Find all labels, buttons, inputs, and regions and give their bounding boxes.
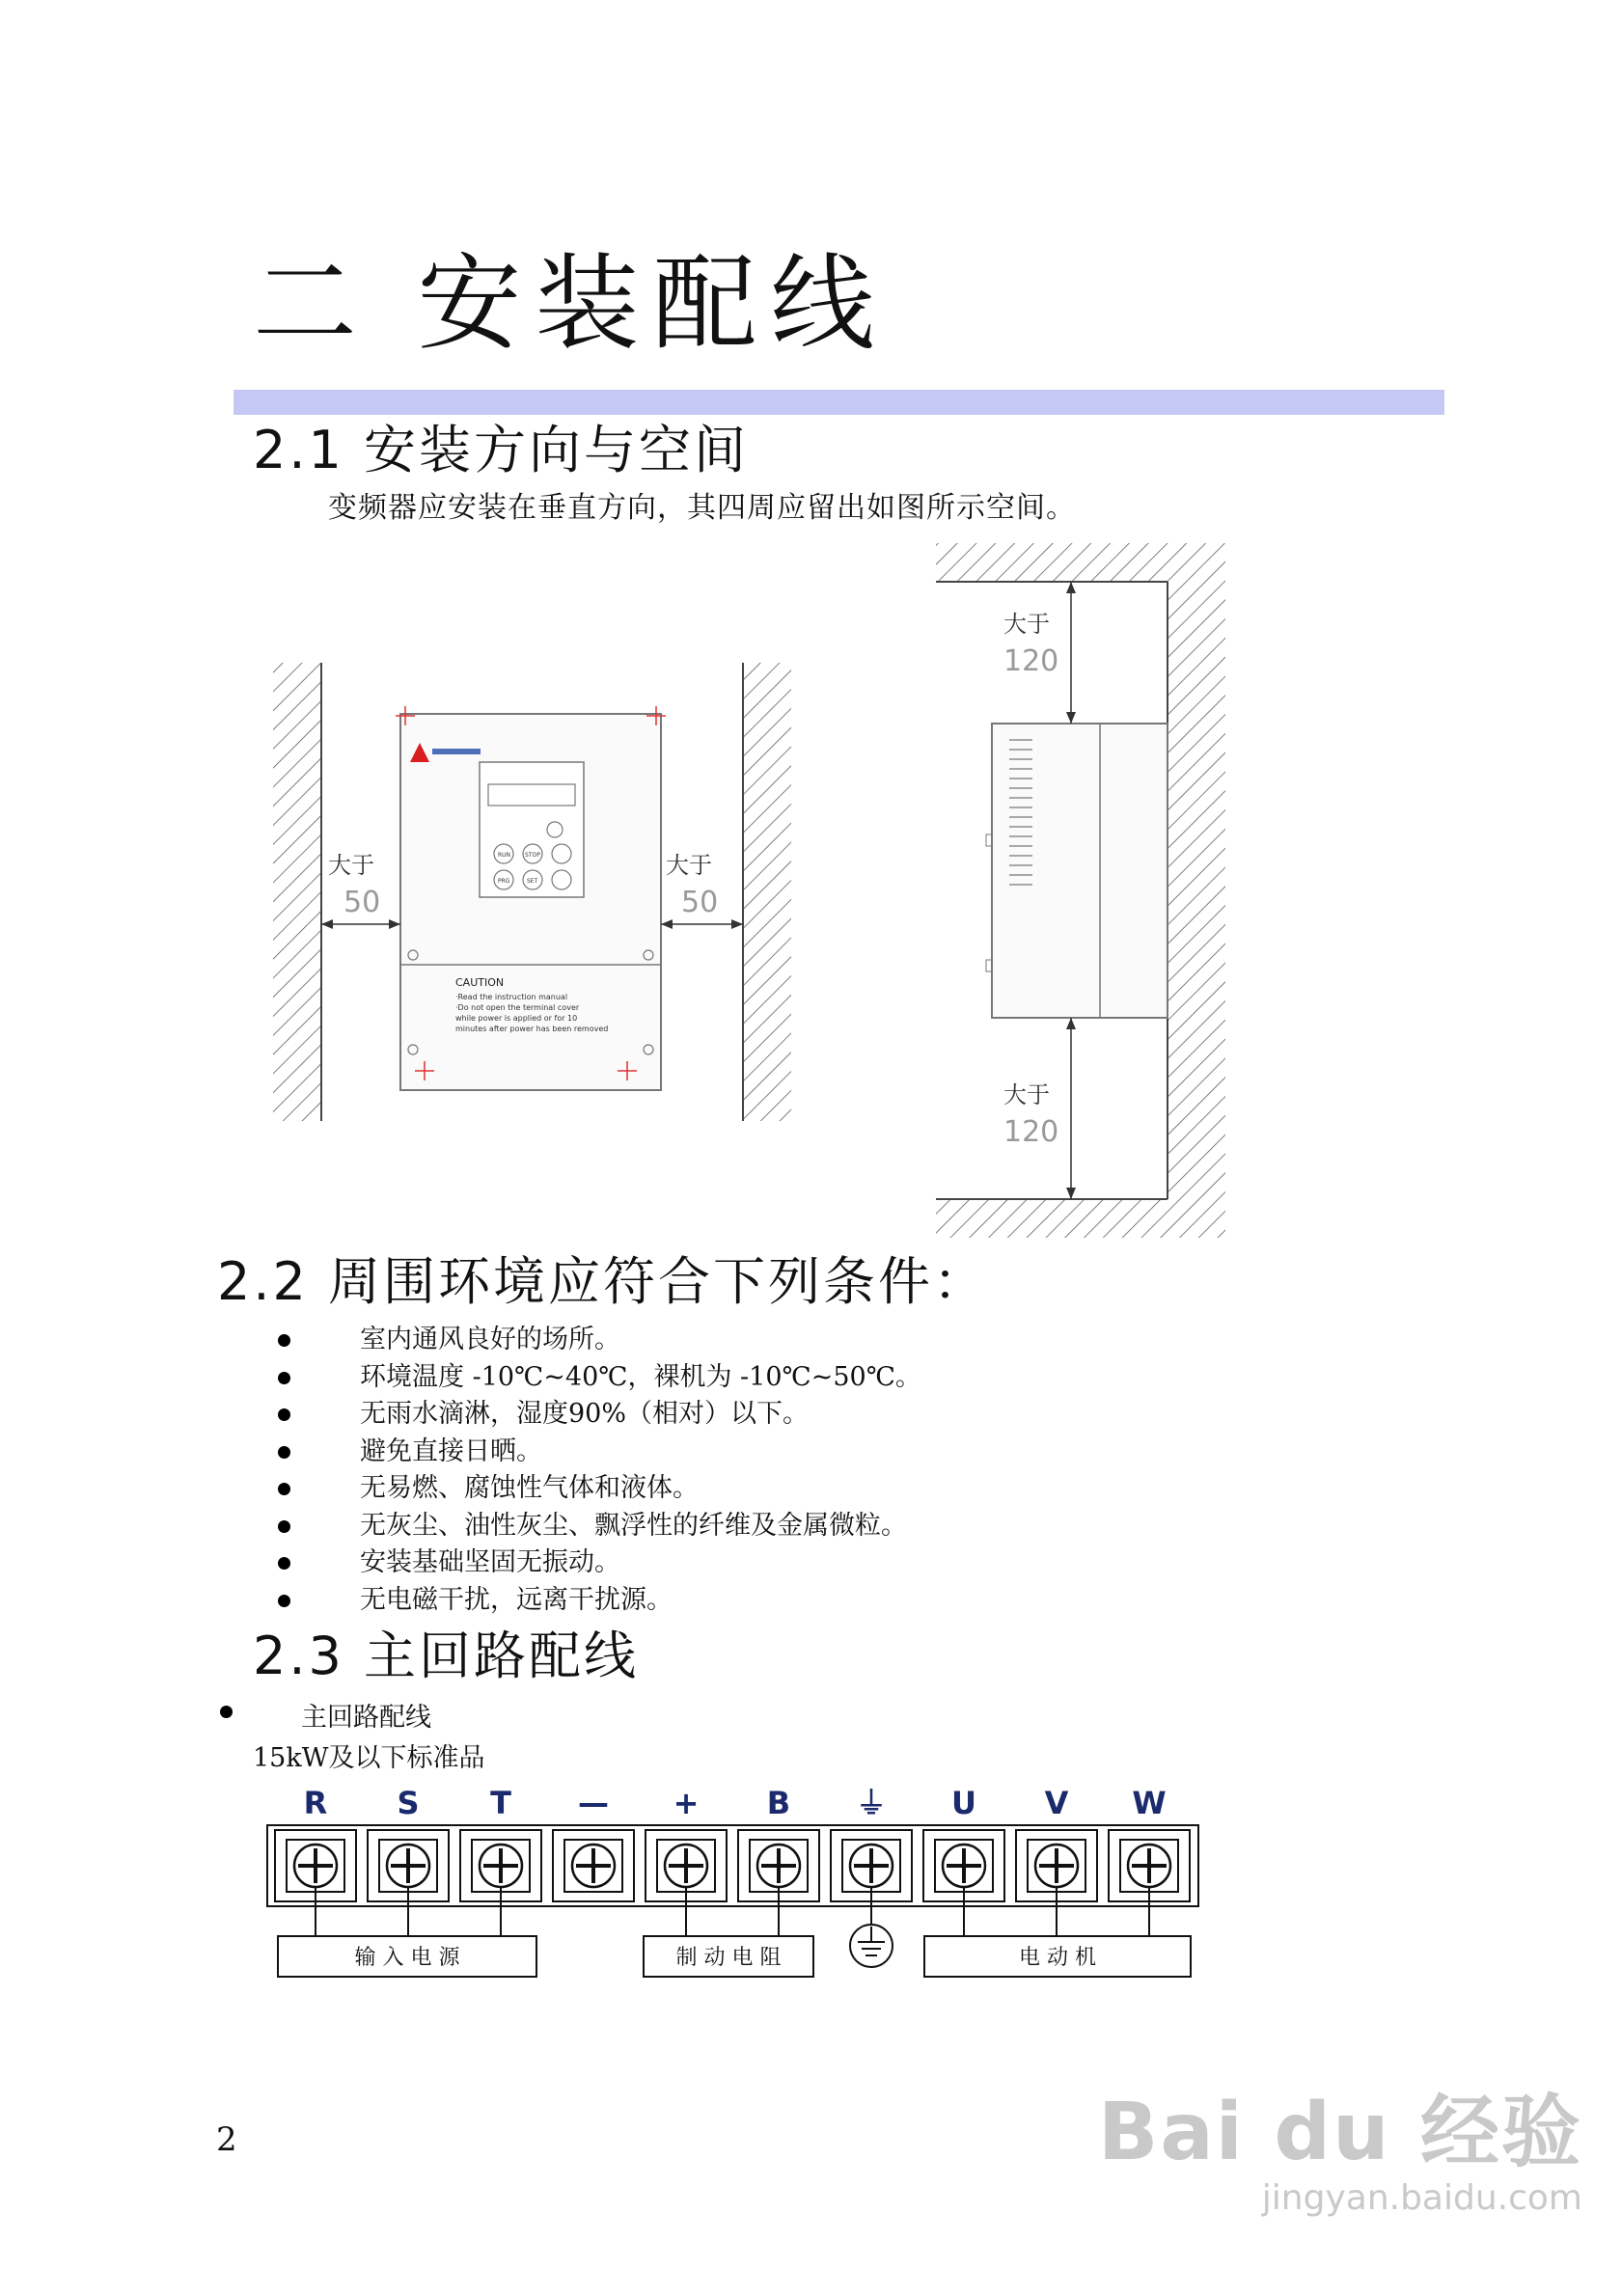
key-label: STOP — [525, 852, 540, 859]
baidu-watermark — [1097, 2087, 1582, 2218]
bottom-gap-label: 大于 — [1003, 1081, 1050, 1108]
side-view-installation-diagram — [926, 535, 1235, 1249]
right-wall-hatch — [743, 663, 791, 1121]
bottom-gap-value: 120 — [1003, 1115, 1059, 1149]
left-wall-hatch — [273, 663, 321, 1121]
title-underline-bar — [234, 390, 1444, 415]
top-gap-label: 大于 — [1003, 611, 1050, 638]
bullet-icon — [278, 1408, 290, 1421]
group-label-motor: 电 动 机 — [1019, 1946, 1096, 1970]
caution-line: ·Read the instruction manual — [455, 993, 568, 1001]
keypad-panel — [480, 762, 584, 897]
terminal-label: T — [490, 1785, 511, 1821]
main-circuit-caption: 15kW及以下标准品 — [253, 1743, 485, 1773]
ground-icon — [850, 1925, 893, 1967]
terminal-label: B — [766, 1785, 791, 1821]
terminal-label: V — [1044, 1785, 1069, 1821]
left-gap-label: 大于 — [328, 852, 374, 879]
key-label: RUN — [498, 852, 511, 859]
inverter-side-body — [992, 724, 1168, 1018]
main-circuit-subitem: 主回路配线 — [301, 1703, 431, 1733]
right-gap-value: 50 — [681, 886, 719, 919]
caution-line: minutes after power has been removed — [455, 1025, 609, 1033]
section-2-3-heading: 2.3 主回路配线 — [253, 1626, 640, 1686]
caution-title: CAUTION — [455, 976, 505, 989]
terminal-label: S — [397, 1785, 420, 1821]
terminal-wiring-diagram — [261, 1780, 1206, 1997]
led-display — [488, 784, 575, 806]
bullet-icon — [220, 1706, 233, 1718]
key-label: PRG — [498, 878, 510, 885]
left-gap-value: 50 — [343, 886, 381, 919]
terminal-label: U — [951, 1785, 976, 1821]
section-2-2-heading: 2.2 周围环境应符合下列条件： — [217, 1251, 989, 1312]
bullet-icon — [278, 1557, 290, 1570]
bullet-icon — [278, 1520, 290, 1533]
bullet-icon — [278, 1595, 290, 1607]
bullet-icon — [278, 1446, 290, 1459]
chapter-title: 二 安装配线 — [253, 244, 889, 365]
bullet-icon — [278, 1372, 290, 1384]
right-gap-label: 大于 — [666, 852, 712, 879]
group-label-input: 输 入 电 源 — [354, 1946, 460, 1970]
terminal-label: ⏚ — [855, 1785, 888, 1821]
bullet-icon — [278, 1334, 290, 1347]
group-label-brake: 制 动 电 阻 — [675, 1946, 782, 1970]
watermark-logo: Bai du 经验 — [1097, 2087, 1582, 2178]
page-number: 2 — [216, 2120, 237, 2159]
terminal-label: — — [578, 1785, 609, 1821]
key-label: SET — [527, 878, 538, 885]
terminal-label: + — [673, 1785, 700, 1821]
front-view-installation-diagram — [261, 646, 801, 1129]
terminal-label: W — [1132, 1785, 1167, 1821]
terminal-label: R — [303, 1785, 328, 1821]
caution-line: ·Do not open the terminal cover — [455, 1003, 580, 1012]
caution-line: while power is applied or for 10 — [455, 1014, 578, 1023]
bullet-icon — [278, 1483, 290, 1495]
top-gap-value: 120 — [1003, 644, 1059, 678]
section-2-1-text: 变频器应安装在垂直方向，其四周应留出如图所示空间。 — [328, 491, 1076, 525]
section-2-1-heading: 2.1 安装方向与空间 — [253, 420, 750, 480]
watermark-url: jingyan.baidu.com — [1261, 2178, 1582, 2218]
